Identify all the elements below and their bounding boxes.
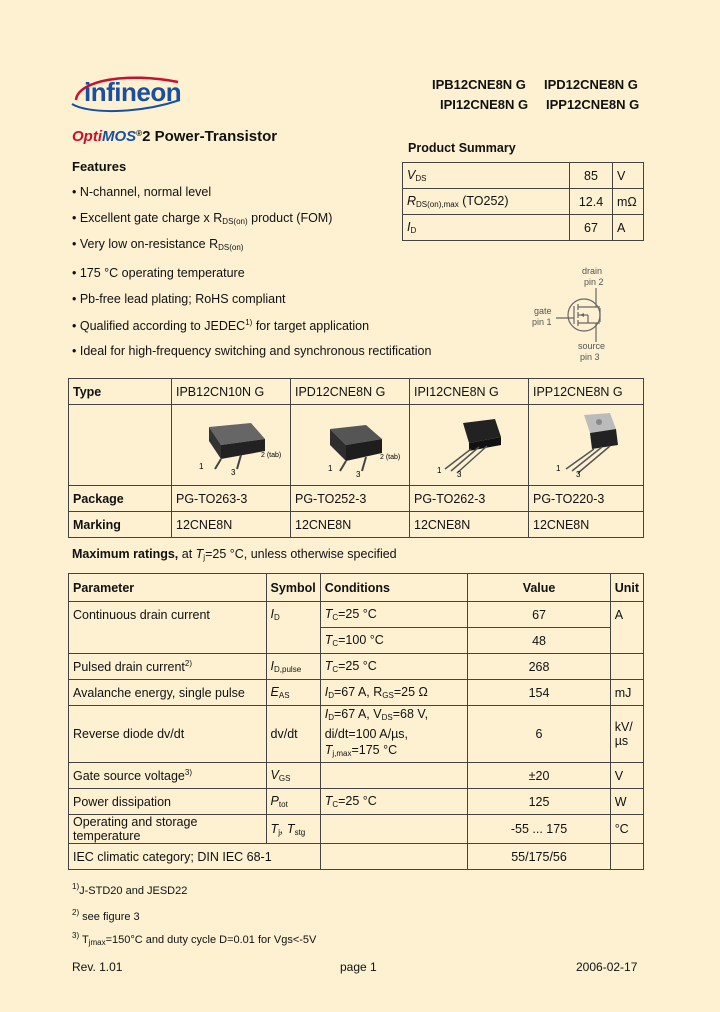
svg-text:1: 1: [328, 463, 333, 473]
svg-text:3: 3: [231, 467, 236, 477]
part-number-2: IPD12CNE8N G: [544, 77, 638, 92]
table-row: Continuous drain current $I_D$ $T_C=25$ °C 67 A: [69, 602, 644, 628]
table-row: Reverse diode dv/dt dv/dt $I_D=67$ A, $V_{DS}=68$ V, di/dt=100 A/µs, $T_{j,max}=175$ °C 6 kV/µs: [69, 706, 644, 763]
symbol-source-label: source: [578, 341, 606, 351]
feature-item: • Very low on-resistance $R_{DS(on)}$: [72, 237, 244, 252]
symbol-gate-label: gate: [534, 306, 552, 316]
feature-item: • Ideal for high-frequency switching and synchronous rectification: [72, 344, 432, 358]
feature-item: • 175 °C operating temperature: [72, 266, 245, 280]
footnote-2: $^{2)}$ see figure 3: [72, 908, 140, 923]
table-row: IEC climatic category; DIN IEC 68-1 55/175/56: [69, 844, 644, 870]
part-number-3: IPI12CNE8N G: [440, 97, 529, 112]
product-summary-table: [402, 162, 644, 241]
svg-text:2 (tab): 2 (tab): [261, 451, 281, 459]
table-row: Type IPB12CN10N G IPD12CNE8N G IPI12CNE8N G IPP12CNE8N G: [69, 379, 644, 405]
symbol-pin1-label: pin 1: [532, 317, 552, 327]
package-image-to263: [172, 405, 291, 486]
table-row: Power dissipation $P_{tot}$ $T_C=25$ °C 125 W: [69, 789, 644, 815]
package-image-to252: [291, 405, 410, 486]
footnote-1: $^{1)}$J-STD20 and JESD22: [72, 882, 188, 897]
table-row: Parameter Symbol Conditions Value Unit: [69, 574, 644, 602]
footer-page: page 1: [340, 960, 377, 974]
svg-text:3: 3: [356, 469, 361, 479]
table-row: $R_{DS(on),max}$ (TO252) 12.4 mΩ: [403, 189, 644, 215]
footer-date: 2006-02-17: [576, 960, 638, 974]
type-table: [68, 378, 644, 538]
footer-revision: Rev. 1.01: [72, 960, 123, 974]
table-row: Avalanche energy, single pulse $E_{AS}$ $I_D=67$ A, $R_{GS}=25$ Ω 154 mJ: [69, 680, 644, 706]
features-heading: Features: [72, 159, 127, 174]
symbol-pin2-label: pin 2: [584, 277, 604, 287]
table-row: $I_D$ 67 A: [403, 215, 644, 241]
product-summary-heading: Product Summary: [408, 141, 516, 155]
mosfet-symbol-icon: [556, 288, 612, 342]
table-row: Pulsed drain current$^{2)}$ $I_{D,pulse}$ $T_C=25$ °C 268: [69, 654, 644, 680]
part-number-1: IPB12CNE8N G: [432, 77, 526, 92]
package-image-to262: [410, 405, 529, 486]
part-number-4: IPP12CNE8N G: [546, 97, 640, 112]
svg-text:3: 3: [457, 469, 462, 479]
table-row: Package PG-TO263-3 PG-TO252-3 PG-TO262-3 PG-TO220-3: [69, 486, 644, 512]
feature-item: • Qualified according to JEDEC$^{1)}$ for target application: [72, 318, 370, 333]
feature-item: • N-channel, normal level: [72, 185, 212, 199]
svg-text:2 (tab): 2 (tab): [380, 453, 400, 461]
symbol-drain-label: drain: [582, 266, 603, 276]
table-row: $V_{DS}$ 85 V: [403, 163, 644, 189]
table-row: Operating and storage temperature $T_j$, $T_{stg}$ -55 ... 175 °C: [69, 815, 644, 844]
ratings-table: [68, 573, 644, 870]
svg-text:1: 1: [556, 463, 561, 473]
package-image-to220: [529, 405, 644, 486]
svg-text:3: 3: [576, 469, 581, 479]
symbol-pin3-label: pin 3: [580, 352, 600, 362]
document-title: OptiMOS®2 Power-Transistor: [72, 128, 278, 145]
table-row: [69, 405, 644, 486]
table-row: Gate source voltage$^{3)}$ $V_{GS}$ ±20 V: [69, 763, 644, 789]
feature-item: • Excellent gate charge x $R_{DS(on)}$ product (FOM): [72, 211, 333, 226]
feature-item: • Pb-free lead plating; RoHS compliant: [72, 292, 286, 306]
logo-text: infineon: [84, 77, 182, 107]
svg-text:1: 1: [199, 461, 204, 471]
table-row: Marking 12CNE8N 12CNE8N 12CNE8N 12CNE8N: [69, 512, 644, 538]
table-row: $T_C=100$ °C 48: [69, 628, 644, 654]
ratings-heading: Maximum ratings, at $T_j=25$ °C, unless otherwise specified: [72, 547, 397, 562]
footnote-3: $^{3)}$ $T_{jmax}=150^\circ C$ and duty cycle D=0.01 for Vgs<-5V: [72, 931, 317, 947]
svg-text:1: 1: [437, 465, 442, 475]
